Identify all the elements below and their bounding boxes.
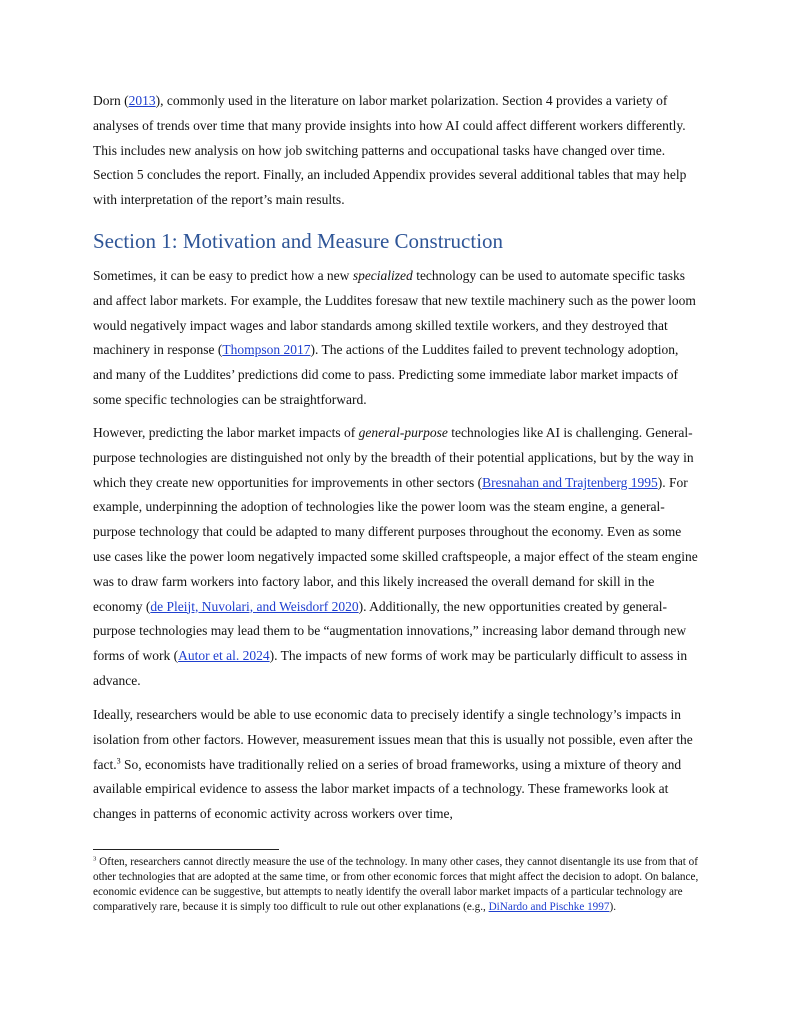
footnote-marker[interactable]: 3 — [116, 756, 121, 766]
paragraph-measurement-issues — [93, 703, 699, 827]
citation-link-autor[interactable]: Autor et al. 2024 — [178, 648, 270, 664]
paragraph-specialized-technology — [93, 264, 699, 413]
para1-text-3: ). The actions of the Luddites failed to prevent technology adoption, and many of the Luddites’ predictions did come to pass. Predicting some immediate labor market impacts of some specific technologies can be straightforward. — [93, 342, 679, 407]
para2-text-1: However, predicting the labor market impacts of — [93, 425, 359, 440]
para2-text-2: technologies like AI is challenging. General-purpose technologies are distinguished not only by the breadth of their potential applications, but by the way in which they create new opportunities for improvements in other sectors ( — [93, 425, 694, 490]
intro-text-rest: ), commonly used in the literature on labor market polarization. Section 4 provides a variety of analyses of trends over time that many provide insights into how AI could affect different workers differently. This includes new analysis on how job switching patterns and occupational tasks have changed over time. Section 5 concludes the report. Finally, an included Appendix provides several additional tables that may help with interpretation of the report’s main results. — [93, 93, 687, 208]
intro-paragraph — [93, 89, 703, 213]
footnote-3 — [93, 855, 699, 915]
footnote-number: 3 — [93, 855, 97, 863]
intro-text-start: Dorn ( — [93, 93, 129, 108]
footnote-text-1: Often, researchers cannot directly measure the use of the technology. In many other cases, they cannot disentangle its use from that of other technologies that are adopted at the same time, or from other economic forces that might affect the decision to adopt. On balance, economic evidence can be suggestive, but attempts to neatly identify the overall labor market impacts of a particular technology are comparatively rare, because it is simply too difficult to rule out other explanations (e.g., — [93, 856, 699, 913]
para2-text-5: ). The impacts of new forms of work may be particularly difficult to assess in advance. — [93, 648, 688, 688]
citation-link-thompson[interactable]: Thompson 2017 — [222, 342, 311, 358]
para3-text-1: Ideally, researchers would be able to use economic data to precisely identify a single technology’s impacts in isolation from other factors. However, measurement issues mean that this is usually not possible, even after the fact. — [93, 707, 693, 772]
section-heading: Section 1: Motivation and Measure Construction — [93, 229, 504, 253]
citation-link-de-pleijt[interactable]: de Pleijt, Nuvolari, and Weisdorf 2020 — [150, 598, 359, 614]
citation-link-dorn[interactable]: 2013 — [128, 93, 156, 108]
para1-text-2: technology can be used to automate specific tasks and affect labor markets. For example, the Luddites foresaw that new textile machinery such as the power loom would negatively impact wages and labor standards among skilled textile workers, and they destroyed that machinery in response ( — [93, 268, 696, 358]
citation-link-bresnahan[interactable]: Bresnahan and Trajtenberg 1995 — [482, 474, 658, 490]
para2-text-3: ). For example, underpinning the adoption of technologies like the power loom was the steam engine, a general-purpose technology that could be adapted to many different purposes throughout the economy. Even as some use cases like the power loom negatively impacted some skilled craftspeople, a major effect of the steam engine was to draw farm workers into factory labor, and this likely increased the overall demand for skill in the economy ( — [93, 474, 698, 614]
citation-link-dinardo[interactable]: DiNardo and Pischke 1997 — [488, 901, 610, 913]
footnote-divider — [93, 849, 279, 850]
para2-emphasis: general-purpose — [358, 425, 448, 440]
footnote-text-2: ). — [609, 901, 616, 913]
para1-text-1: Sometimes, it can be easy to predict how a new — [93, 268, 353, 283]
para2-text-4: ). Additionally, the new opportunities created by general-purpose technologies may lead them to be “augmentation innovations,” increasing labor demand through new forms of work ( — [93, 598, 687, 664]
paragraph-general-purpose-technology — [93, 421, 699, 694]
para3-text-2: So, economists have traditionally relied on a series of broad frameworks, using a mixture of theory and available empirical evidence to assess the labor market impacts of a technology. These frameworks look at changes in patterns of economic activity across workers over time, — [93, 756, 682, 822]
para1-emphasis: specialized — [352, 268, 413, 283]
